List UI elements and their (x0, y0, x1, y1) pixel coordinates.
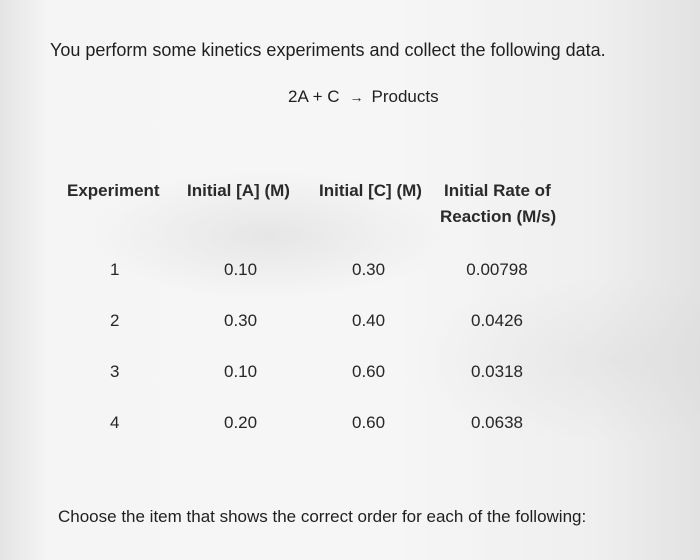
header-initial-rate-line1: Initial Rate of (444, 181, 551, 200)
table-cell-initial-a: 0.20 (224, 413, 258, 432)
table-cell-initial-c: 0.40 (352, 311, 386, 330)
equation-reactants: 2A + C (288, 87, 340, 106)
table-cell-initial-c: 0.60 (352, 413, 386, 432)
table-cell-initial-c: 0.30 (352, 260, 386, 279)
table-cell-initial-c: 0.60 (352, 362, 386, 381)
table-cell-experiment: 2 (110, 311, 120, 330)
header-initial-a: Initial [A] (M) (187, 181, 290, 200)
equation-products: Products (371, 87, 439, 106)
table-cell-initial-a: 0.10 (224, 362, 258, 381)
table-cell-rate: 0.0318 (471, 362, 523, 381)
table-cell-experiment: 4 (110, 413, 120, 432)
table-cell-initial-a: 0.10 (224, 260, 258, 279)
table-cell-rate: 0.0638 (471, 413, 523, 432)
table-cell-rate: 0.0426 (471, 311, 523, 330)
reaction-equation (288, 87, 439, 107)
table-cell-rate: 0.00798 (466, 260, 528, 279)
question-prompt: Choose the item that shows the correct order for each of the following: (58, 507, 587, 526)
reaction-arrow-icon: → (349, 89, 364, 105)
intro-text: You perform some kinetics experiments and collect the following data. (50, 40, 606, 60)
header-initial-c: Initial [C] (M) (319, 181, 422, 200)
table-cell-initial-a: 0.30 (224, 311, 258, 330)
header-experiment: Experiment (67, 181, 160, 200)
header-initial-rate-line2: Reaction (M/s) (440, 207, 557, 226)
table-cell-experiment: 1 (110, 260, 120, 279)
table-cell-experiment: 3 (110, 362, 120, 381)
